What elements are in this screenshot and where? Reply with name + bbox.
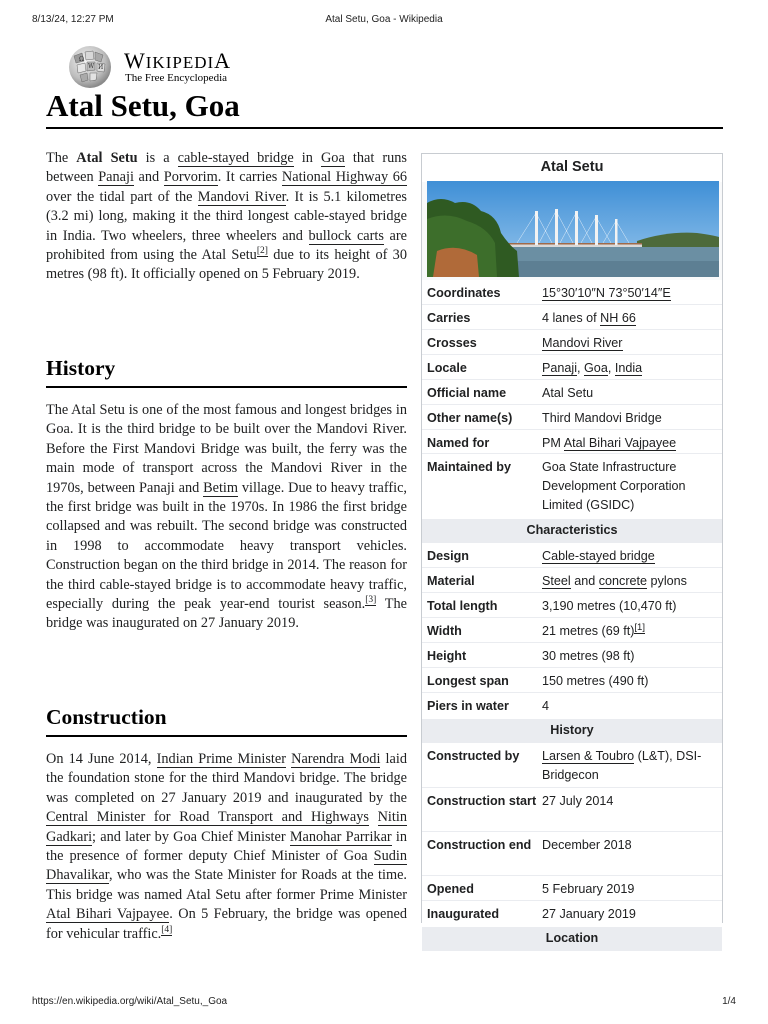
construction-divider <box>46 735 407 737</box>
svg-text:W: W <box>88 63 95 70</box>
print-page-number: 1/4 <box>722 996 736 1007</box>
wikipedia-globe-icon <box>64 42 116 90</box>
row-inaugurated: Inaugurated 27 January 2019 <box>422 901 722 926</box>
row-coordinates: Coordinates 15°30′10″N 73°50′14″E <box>422 280 722 305</box>
svg-text:Ω: Ω <box>79 56 84 63</box>
link-porvorim[interactable]: Porvorim <box>163 169 218 186</box>
row-construction-end: Construction end December 2018 <box>422 832 722 876</box>
history-section <box>46 401 407 634</box>
link-india[interactable]: India <box>614 361 643 375</box>
print-page-title: Atal Setu, Goa - Wikipedia <box>325 14 443 25</box>
row-height: Height 30 metres (98 ft) <box>422 643 722 668</box>
link-concrete[interactable]: concrete <box>598 574 648 588</box>
row-maintained-by: Maintained by Goa State Infrastructure Development Corporation Limited (GSIDC) <box>422 454 722 518</box>
infobox-rows <box>422 280 722 951</box>
link-larsen-toubro[interactable]: Larsen & Toubro <box>542 749 635 763</box>
print-footer <box>32 996 736 1010</box>
bridge-photo[interactable] <box>427 181 719 277</box>
link-panaji[interactable]: Panaji <box>98 169 134 186</box>
row-longest-span: Longest span 150 metres (490 ft) <box>422 668 722 693</box>
construction-heading: Construction <box>46 705 167 729</box>
print-timestamp: 8/13/24, 12:27 PM <box>32 14 114 25</box>
row-carries: Carries 4 lanes of NH 66 <box>422 305 722 330</box>
infobox-title: Atal Setu <box>422 154 722 182</box>
intro-paragraph: The Atal Setu is a cable-stayed bridge in Goa that runs between Panaji and Porvorim. It carries National Highway 66 over the tidal part of the Mandovi River. It is 5.1 kilometres (3.2 mi) long, making it the third longest cable-stayed bridge in India. Two wheelers, three wheelers and bullock carts are prohibited from using the Atal Setu[2] due to its height of 30 metres (98 ft). It officially opened on 5 February 2019. <box>46 150 407 283</box>
reference-4[interactable]: [4] <box>161 924 173 935</box>
infobox <box>421 153 723 945</box>
link-manohar-parrikar[interactable]: Manohar Parrikar <box>289 828 392 845</box>
bold-term: Atal Setu <box>76 150 138 166</box>
page-title: Atal Setu, Goa <box>46 88 240 123</box>
wikipedia-wordmark: WIKIPEDIA <box>124 48 232 73</box>
intro-section <box>46 149 407 285</box>
link-mandovi-river[interactable]: Mandovi River <box>197 188 286 205</box>
print-url: https://en.wikipedia.org/wiki/Atal_Setu,_Goa <box>32 996 228 1007</box>
link-infobox-atal-bihari-vajpayee[interactable]: Atal Bihari Vajpayee <box>563 436 677 450</box>
row-constructed-by: Constructed by Larsen & Toubro (L&T), DSI-Bridgecon <box>422 743 722 788</box>
link-infobox-panaji[interactable]: Panaji <box>542 361 578 375</box>
link-infobox-cable-stayed-bridge[interactable]: Cable-stayed bridge <box>542 549 655 563</box>
link-bullock-carts[interactable]: bullock carts <box>308 227 384 244</box>
row-opened: Opened 5 February 2019 <box>422 876 722 901</box>
row-other-names: Other name(s) Third Mandovi Bridge <box>422 405 722 430</box>
row-width: Width 21 metres (69 ft)[1] <box>422 618 722 643</box>
link-sudin-dhavalikar[interactable]: Sudin Dhavalikar <box>46 848 407 884</box>
link-national-highway-66[interactable]: National Highway 66 <box>281 169 407 186</box>
title-divider <box>46 127 723 129</box>
link-indian-prime-minister[interactable]: Indian Prime Minister <box>156 751 287 767</box>
print-header <box>32 14 736 28</box>
history-divider <box>46 386 407 388</box>
row-piers-in-water: Piers in water 4 <box>422 693 722 718</box>
history-paragraph: The Atal Setu is one of the most famous and longest bridges in Goa. It is the third bridge to be built over the Mandovi River. Before the First Mandovi Bridge was built, the ferry was the main mode of transport across the Mandovi River in the 1970s, between Panaji and Betim village. Due to heavy traffic, the first bridge was built in the 1970s. In 1986 the first bridge collapsed and was rebuilt. The second bridge was constructed in 1998 to accommodate heavy transport vehicles. Construction began on the third bridge in 2014. The reason for the third cable-stayed bridge is to accommodate heavy traffic, especially during the peak year-end tourist season.[3] The bridge was inaugurated on 27 January 2019. <box>46 402 407 632</box>
link-cable-stayed-bridge[interactable]: cable-stayed bridge <box>177 150 294 166</box>
row-construction-start: Construction start 27 July 2014 <box>422 788 722 832</box>
construction-section <box>46 750 407 944</box>
section-history: History <box>422 718 722 743</box>
row-total-length: Total length 3,190 metres (10,470 ft) <box>422 593 722 618</box>
reference-3[interactable]: [3] <box>365 595 377 606</box>
link-infobox-goa[interactable]: Goa <box>584 361 608 375</box>
row-locale: Locale Panaji, Goa, India <box>422 355 722 380</box>
reference-2[interactable]: [2] <box>256 246 268 257</box>
row-design: Design Cable-stayed bridge <box>422 543 722 568</box>
section-characteristics: Characteristics <box>422 518 722 543</box>
link-nh-66[interactable]: NH 66 <box>600 311 636 325</box>
link-atal-bihari-vajpayee[interactable]: Atal Bihari Vajpayee <box>46 906 170 923</box>
reference-1[interactable]: [1] <box>634 621 645 633</box>
row-official-name: Official name Atal Setu <box>422 380 722 405</box>
link-steel[interactable]: Steel <box>542 574 571 588</box>
section-location: Location <box>422 926 722 951</box>
link-nitin-gadkari[interactable]: Nitin Gadkari <box>46 809 407 845</box>
row-crosses: Crosses Mandovi River <box>422 330 722 355</box>
history-heading: History <box>46 356 116 380</box>
link-coordinates[interactable]: 15°30′10″N 73°50′14″E <box>542 286 671 300</box>
row-named-for: Named for PM Atal Bihari Vajpayee <box>422 430 722 454</box>
row-material: Material Steel and concrete pylons <box>422 568 722 593</box>
link-narendra-modi[interactable]: Narendra Modi <box>291 751 381 767</box>
svg-text:И: И <box>98 64 104 71</box>
construction-paragraph: On 14 June 2014, Indian Prime Minister Narendra Modi laid the foundation stone for the third Mandovi bridge. The bridge was completed on 27 January 2019 and inaugurated by the Central Minister for Road Transport and Highways Nitin Gadkari; and later by Goa Chief Minister Manohar Parrikar in the presence of former deputy Chief Minister of Goa Sudin Dhavalikar, who was the State Minister for Roads at the time. This bridge was named Atal Setu after former Prime Minister Atal Bihari Vajpayee. On 5 February, the bridge was opened for vehicular traffic.[4] <box>46 751 407 942</box>
wikipedia-tagline: The Free Encyclopedia <box>125 72 228 84</box>
link-betim[interactable]: Betim <box>203 479 239 496</box>
link-goa[interactable]: Goa <box>320 150 345 166</box>
link-infobox-mandovi-river[interactable]: Mandovi River <box>542 336 623 350</box>
wikipedia-logo[interactable] <box>64 42 264 90</box>
link-central-minister-road-transport[interactable]: Central Minister for Road Transport and Highways <box>46 809 369 826</box>
